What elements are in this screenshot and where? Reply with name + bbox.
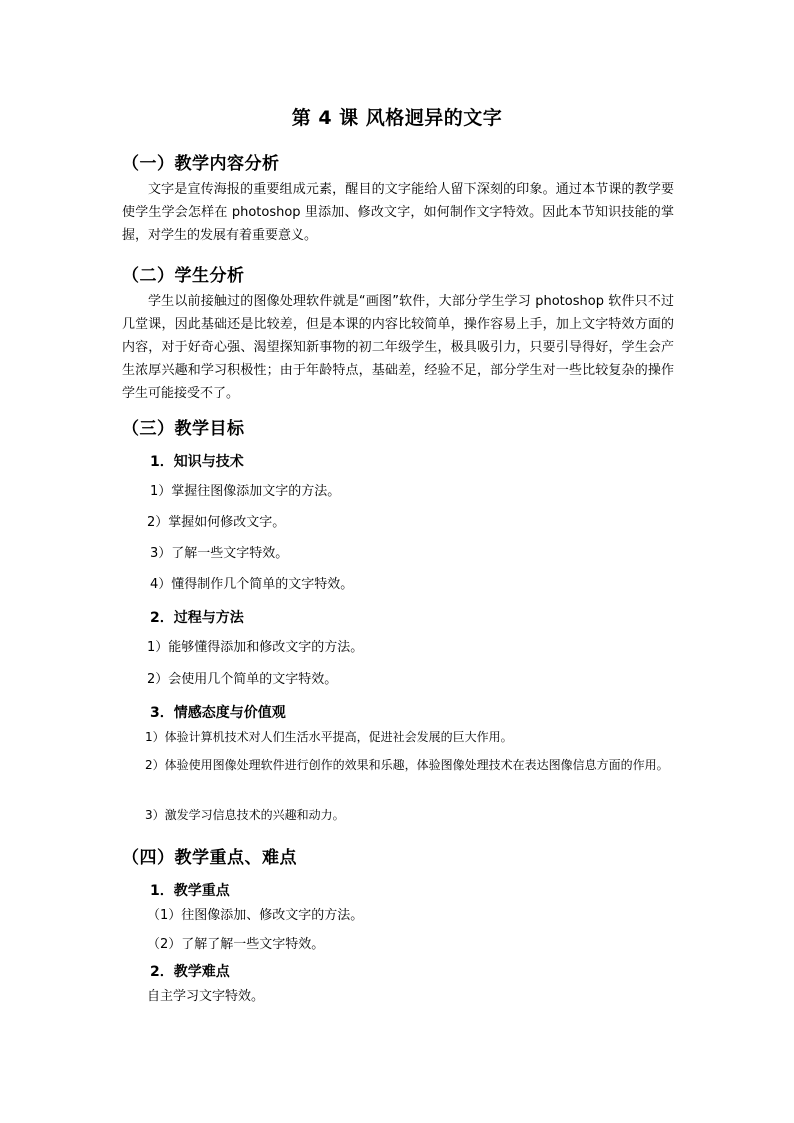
process-item-2: 2）会使用几个简单的文字特效。: [147, 672, 338, 687]
section-heading-key-points: （四）教学重点、难点: [122, 848, 297, 868]
process-item-1: 1）能够懂得添加和修改文字的方法。: [147, 640, 364, 655]
knowledge-item-4: 4）懂得制作几个简单的文字特效。: [150, 577, 354, 592]
emotion-item-2: 2）体验使用图像处理软件进行创作的效果和乐趣，体验图像处理技术在表达图像信息方面的作用。: [145, 758, 669, 772]
subheading-difficulty: 2．教学难点: [150, 964, 230, 980]
knowledge-item-1: 1）掌握往图像添加文字的方法。: [150, 484, 341, 499]
focus-item-1: （1）往图像添加、修改文字的方法。: [147, 908, 364, 923]
subheading-process: 2．过程与方法: [150, 610, 244, 626]
knowledge-item-2: 2）掌握如何修改文字。: [147, 515, 286, 530]
subheading-knowledge: 1．知识与技术: [150, 454, 244, 470]
subheading-focus: 1．教学重点: [150, 883, 230, 899]
section-heading-objectives: （三）教学目标: [122, 419, 245, 439]
lesson-title: 第 4 课 风格迥异的文字: [291, 107, 503, 129]
section-heading-content-analysis: （一）教学内容分析: [122, 154, 280, 174]
emotion-item-3: 3）激发学习信息技术的兴趣和动力。: [145, 808, 345, 822]
focus-item-2: （2）了解了解一些文字特效。: [147, 937, 325, 952]
knowledge-item-3: 3）了解一些文字特效。: [150, 546, 289, 561]
student-analysis-paragraph: 学生以前接触过的图像处理软件就是“画图”软件，大部分学生学习 photoshop 软件只不过几堂课，因此基础还是比较差，但是本课的内容比较简单，操作容易上手，加上文字特效方面的内容，对于好奇心强、渴望探知新事物的初二年级学生，极具吸引力，只要引导得好，学生会产生浓厚兴趣和学习积极性；由于年龄特点，基础差，经验不足，部分学生对一些比较复杂的操作学生可能接受不了。: [122, 294, 674, 401]
content-analysis-paragraph: 文字是宣传海报的重要组成元素，醒目的文字能给人留下深刻的印象。通过本节课的教学要使学生学会怎样在 photoshop 里添加、修改文字，如何制作文字特效。因此本节知识技能的掌握，对学生的发展有着重要意义。: [122, 182, 674, 243]
emotion-item-1: 1）体验计算机技术对人们生活水平提高，促进社会发展的巨大作用。: [145, 730, 513, 744]
section-heading-student-analysis: （二）学生分析: [122, 266, 245, 286]
difficulty-text: 自主学习文字特效。: [147, 989, 265, 1004]
subheading-emotion: 3．情感态度与价值观: [150, 705, 286, 721]
